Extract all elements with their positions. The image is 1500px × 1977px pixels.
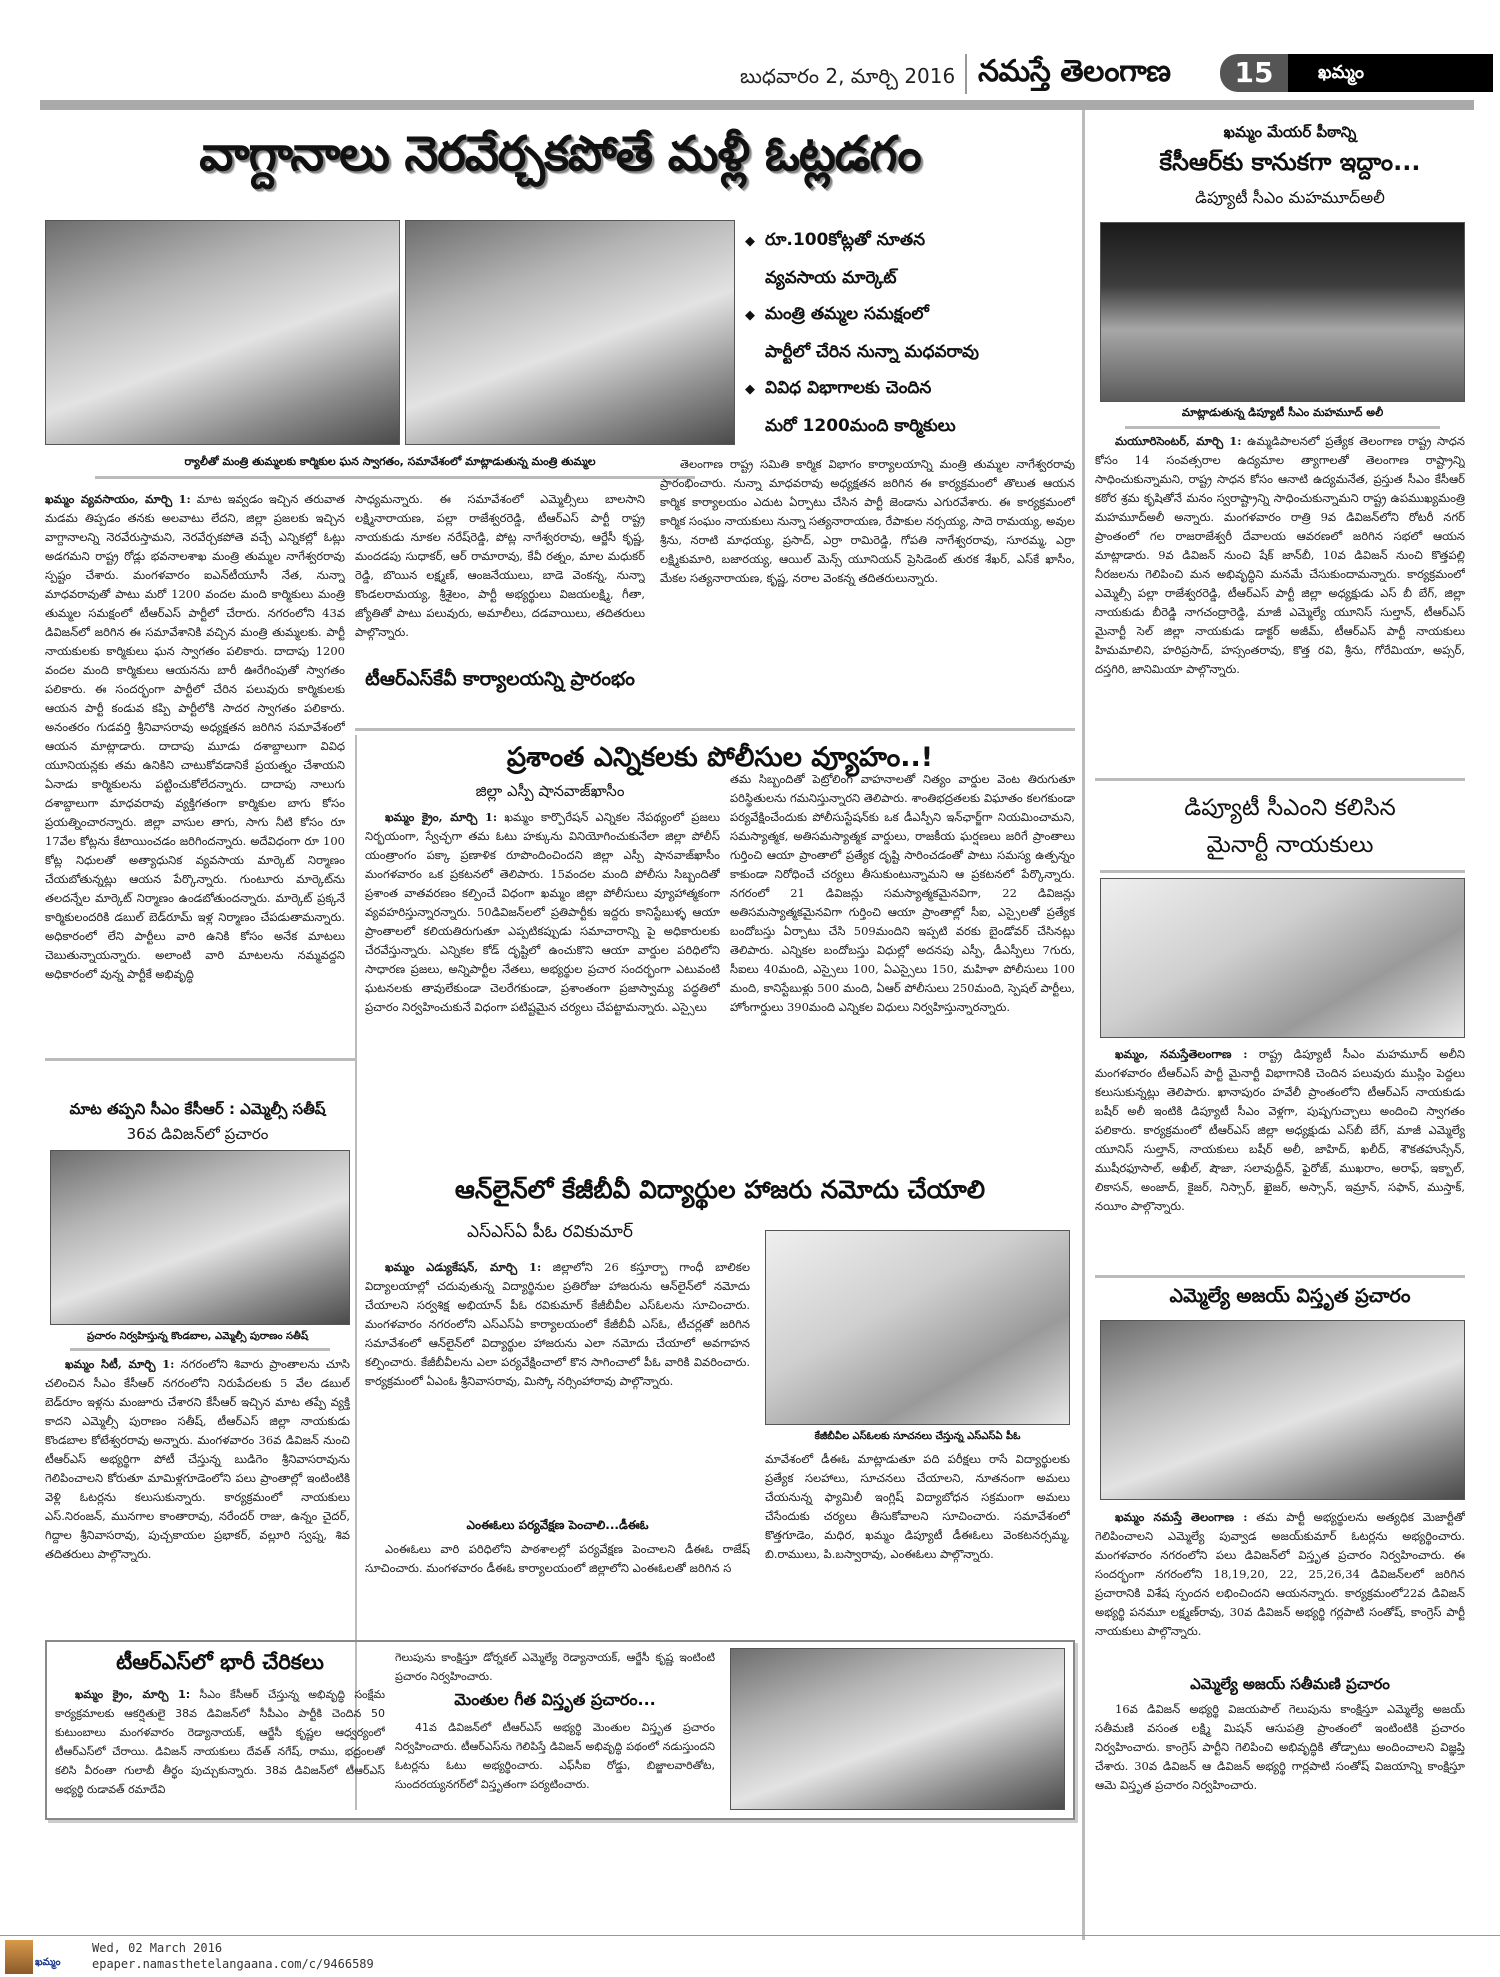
lead-headline: వాగ్దానాలు నెరవేర్చకపోతే మళ్లీ ఓట్లడగం xyxy=(199,126,921,182)
minority-photo xyxy=(1100,878,1465,1038)
lead-body-col3: తెలంగాణ రాష్ట్ర సమితి కార్మిక విభాగం కార్యాలయాన్ని మంత్రి తుమ్మల నాగేశ్వరరావు ప్రారంభించారు. నున్నా మాధవరావు అధ్యక్షతన జరిగిన ఈ కార్యక్రమంలో తొలుత ఆయన కార్మిక కార్యాలయం ఎదుట ఏర్పాటు చేసిన పార్టీ జెండాను ఎగురవేశారు. ఈ కార్యక్రమంలో కార్మిక సంఘం నాయకులు నున్నా సత్యనారాయణ, రేపాకుల నర్సయ్య, సాదె రామయ్య, అవుల శ్రీను, నరాటి మాధయ్య, ప్రసాద్, ఎర్రా రామిరెడ్డి, గోపతి నాగేశ్వరరావు, సూరమ్మ, ఎర్రా లక్ష్మికుమారి, బజారయ్య, ఆయిల్ మెన్స్ యూనియన్ ప్రెసిడెంట్ తురక శేఖర్, ఎస్‌కే ఖాసీం, మేకల సత్యనారాయణ, కృష్ణ, నరాల వెంకన్న తదితరులున్నారు. xyxy=(660,457,1075,585)
ajay-subheading: ఎమ్మెల్యే అజయ్ సతీమణి ప్రచారం xyxy=(1190,1675,1390,1693)
kgbv-photo-caption: కేజీబీవీల ఎస్‌ఓలకు సూచనలు చేస్తున్న ఎస్‌ఎస్‌ఏ పీఓ xyxy=(814,1431,1021,1442)
joining-body-col2: గెలుపును కాంక్షిస్తూ డోర్నకల్ ఎమ్మెల్యే రెడ్యానాయక్, ఆర్జేసీ కృష్ణ ఇంటింటి ప్రచారం నిర్వహించారు. xyxy=(395,1651,715,1683)
lead-photo-caption: ర్యాలీతో మంత్రి తుమ్మలకు కార్మికుల ఘన స్వాగతం, సమావేశంలో మాట్లాడుతున్న మంత్రి తుమ్మల xyxy=(184,455,596,468)
minority-body: ఖమ్మం, నమస్తేతెలంగాణ : రాష్ట్ర డిప్యూటీ సీఎం మహమూద్ అలీని మంగళవారం టీఆర్‌ఎస్ పార్టీ మైనార్టీ విభాగానికి చెందిన పలువురు ముస్లిం పెద్దలు కలుసుకున్నట్లు తెలిపారు. ఖానాపురం హవేలీ ప్రాంతంలోని టీఆర్‌ఎస్ నాయకుడు బషీర్ అలీ ఇంటికి డిప్యూటీ సీఎం వెళ్లగా, పుష్పగుచ్ఛాలు అందించి స్వాగతం పలికారు. కార్యక్రమంలో టీఆర్‌ఎస్ జిల్లా అధ్యక్షుడు ఎస్‌బీ బేగ్, మాజీ ఎమ్మెల్యే యూనిస్ సుల్తాన్, నాయకులు బషీర్ అలీ, జాహిద్, ఖలీద్, శౌకతహుస్సేన్, ముషీరఫూసాల్, అఖీల్, షౌజా, సలావుద్దీన్, ఫైరోజ్, ముఖరాం, అరాఫ్, ఇక్బాల్, లికాసన్, అంజాద్, కైజర్, నిస్సార్, ఖైజర్, అస్సాన్, ఇమ్రాన్, సఫాన్, ముస్తాక్, నయీం పాల్గొన్నారు. xyxy=(1095,1047,1465,1213)
satish-headline: మాట తప్పని సీఎం కేసీఆర్ : ఎమ్మెల్సీ సతీష్ xyxy=(69,1100,326,1118)
mayor-photo-caption: మాట్లాడుతున్న డిప్యూటీ సీఎం మహమూద్ అలీ xyxy=(1181,406,1384,419)
mayor-headline: కేసీఆర్‌కు కానుకగా ఇద్దాం... xyxy=(1159,148,1421,176)
police-byline: జిల్లా ఎస్పీ షానవాజ్‌ఖాసీం xyxy=(475,782,625,800)
divider xyxy=(355,728,1075,731)
ajay-headline: ఎమ్మెల్యే అజయ్ విస్తృత ప్రచారం xyxy=(1169,1285,1411,1307)
divider xyxy=(1095,778,1465,781)
highlight-item-cont: మరో 1200మంది కార్మికులు xyxy=(765,416,956,436)
mayor-photo xyxy=(1100,222,1465,402)
footer-divider xyxy=(0,1935,1500,1936)
masthead-divider xyxy=(965,54,967,94)
lead-body-col2: సాధ్యమన్నారు. ఈ సమావేశంలో ఎమ్మెల్సీలు బాలసాని లక్ష్మినారాయణ, పల్లా రాజేశ్వరరెడ్డి, టీఆర్‌ఎస్ పార్టీ రాష్ట్ర నాయకుడు నూకల నరేష్‌రెడ్డి, పోట్ల నాగేశ్వరరావు, ఆర్జేసీ కృష్ణ, మందడపు సుధాకర్, ఆర్ రామారావు, కేవీ రత్నం, మాల మధుకర్ రెడ్డి, బొయిన లక్ష్మణ్, ఆంజనేయులు, బాడె వెంకన్న, నున్నా కొండలరామయ్య, శ్రీశైలం, పార్టీ అభ్యర్థులు విజయలక్ష్మి, గీతా, జ్యోతితో పాటు పలువురు, అమాలీలు, దడవాయిలు, తదితరులు పాల్గొన్నారు. xyxy=(355,492,645,639)
divider xyxy=(1095,1275,1465,1278)
column-divider xyxy=(1082,110,1085,1940)
mayor-byline: డిప్యూటీ సీఎం మహమూద్‌అలీ xyxy=(1195,188,1385,207)
joining-body-2: 41వ డివిజన్‌లో టీఆర్‌ఎస్ అభ్యర్థి మెంతుల విస్తృత ప్రచారం నిర్వహించారు. టీఆర్‌ఎస్‌ను గెలిపిస్తే డివిజన్ అభివృద్ధి పథంలో నడుస్తుందని ఓటర్లను ఓటు అభ్యర్థించారు. ఎఫ్‌సీఐ రోడ్డు, బిజ్జాలవారితోట, సుందరయ్యనగర్‌లో విస్తృతంగా పర్యటించారు. xyxy=(395,1721,715,1791)
highlight-item: ◆ రూ.100కోట్లతో నూతన xyxy=(745,222,1075,260)
highlight-item-cont: వ్యవసాయ మార్కెట్ xyxy=(765,268,897,288)
kgbv-photo xyxy=(765,1230,1070,1425)
kgbv-byline: ఎస్‌ఎస్‌ఏ పీఓ రవికుమార్ xyxy=(467,1222,633,1242)
masthead-rule xyxy=(40,100,1474,110)
ajay-body-2: 16వ డివిజన్ అభ్యర్థి విజయపాల్ గెలుపును కాంక్షిస్తూ ఎమ్మెల్యే అజయ్ సతీమణి వసంత లక్ష్మి మిషన్ ఆసుపత్రి ప్రాంతంలో ఇంటింటికి ప్రచారం నిర్వహించారు. కాంగ్రెస్ పార్టీని గెలిపించి అభివృద్ధికి తోడ్పాటు అందించాలని విజ్ఞప్తి చేశారు. 30వ డివిజన్ ఆ డివిజన్ అభ్యర్థి గార్లపాటి సంతోష్ విజయాన్ని కాంక్షిస్తూ ఆమె విస్తృత ప్రచారం నిర్వహించారు. xyxy=(1095,1702,1465,1792)
footer-meta xyxy=(92,1940,374,1972)
footer-logo xyxy=(5,1940,85,1974)
satish-photo-caption: ప్రచారం నిర్వహిస్తున్న కొండబాల, ఎమ్మెల్సీ పురాణం సతీష్ xyxy=(86,1331,309,1342)
joining-headline: టీఆర్‌ఎస్‌లో భారీ చేరికలు xyxy=(116,1650,324,1674)
lead-subheading: టీఆర్‌ఎస్‌కేవీ కార్యాలయన్ని ప్రారంభం xyxy=(365,668,635,690)
satish-photo xyxy=(50,1150,350,1325)
footer-date: Wed, 02 March 2016 xyxy=(92,1941,223,1955)
minority-headline-1: డిప్యూటీ సీఎంని కలిసిన xyxy=(1184,795,1396,821)
joining-photo xyxy=(730,1648,1065,1810)
lead-photo-rally xyxy=(45,220,400,445)
masthead xyxy=(660,52,1500,98)
joining-body: ఖమ్మం క్రైం, మార్చి 1: సీఎం కేసీఆర్ చేస్తున్న అభివృద్ధి సంక్షేమ కార్యక్రమాలకు ఆకర్షితులై 38వ డివిజన్‌లో సీపీఎం పార్టీకి చెందిన 50 కుటుంబాలు మంగళవారం రెడ్యానాయక్, ఆర్జేసీ కృష్ణల ఆధ్వర్యంలో టీఆర్‌ఎస్‌లో చేరాయి. డివిజన్ నాయకులు దేవత్ నగేష్, రాము, భద్రంలతో కలిసి వీరంతా గులాబీ తీర్థం పుచ్చుకున్నారు. 38వ డివిజన్‌లో టీఆర్‌ఎస్ అభ్యర్థి రుడావత్ రమాదేవి xyxy=(55,1688,385,1796)
ajay-body: ఖమ్మం నమస్తే తెలంగాణ : తమ పార్టీ అభ్యర్థులను అత్యధిక మెజార్టీతో గెలిపించాలని ఎమ్మెల్యే పువ్వాడ అజయ్‌కుమార్ ఓటర్లను అభ్యర్థించారు. మంగళవారం నగరంలోని పలు డివిజన్‌లో విస్తృత ప్రచారం నిర్వహించారు. ఈ సందర్భంగా నగరంలోని 18,19,20, 22, 25,26,34 డివిజన్‌లలో జరిగిన ప్రచారానికి విశేష స్పందన లభించిందని ఆయనన్నారు. కార్యక్రమంలో22వ డివిజన్ అభ్యర్థి పనమూ లక్ష్మణ్‌రావు, 30వ డివిజన్ అభ్యర్థి గర్లపాటి సంతోష్, కాంగ్రెస్ పార్టీ నాయకులు పాల్గొన్నారు. xyxy=(1095,1510,1465,1638)
page-number: 15 xyxy=(1220,54,1288,92)
divider xyxy=(95,476,695,479)
minority-headline-2: మైనార్టీ నాయకులు xyxy=(1206,832,1374,858)
divider xyxy=(1125,426,1440,429)
diamond-bullet-icon: ◆ xyxy=(745,382,755,397)
newspaper-brand: నమస్తే తెలంగాణ xyxy=(978,54,1171,89)
highlight-item-cont: పార్టీలో చేరిన నున్నా మధవరావు xyxy=(765,342,979,362)
satish-body: ఖమ్మం సిటీ, మార్చి 1: నగరంలోని శివారు ప్రాంతాలను చూసి చలించిన సీఎం కేసీఆర్ నగరంలోని నిరుపేదలకు 5 వేల డబుల్ బెడ్‌రూం ఇళ్లను మంజూరు చేశారని కేసీఆర్ ఇచ్చిన మాట తప్పే వ్యక్తి కాదని ఎమ్మెల్సీ పురాణం సతీష్, టీఆర్‌ఎస్ జిల్లా నాయకుడు కొండబాల కోటేశ్వరరావు అన్నారు. మంగళవారం 36వ డివిజన్ నుంచి టీఆర్‌ఎస్ అభ్యర్థిగా పోటీ చేస్తున్న బుడిగెం శ్రీనివాసరావును గెలిపించాలని కోరుతూ మామిళ్లగూడెంలోని పలు ప్రాంతాల్లో ఇంటింటికి వెళ్లి ఓటర్లను కలుసుకున్నారు. కార్యక్రమంలో నాయకులు ఎస్.నిరంజన్, మునగాల కాంతారావు, నరేందర్ రాజు, ఉన్నం చైదర్, గిద్దాల శ్రీనివాసరావు, పుచ్చకాయల ప్రభాకర్, వల్లూరి స్వప్న, శివ తదితరులు పాల్గొన్నారు. xyxy=(45,1357,350,1561)
lead-highlights xyxy=(745,222,1075,444)
divider xyxy=(45,1058,355,1061)
police-headline: ప్రశాంత ఎన్నికలకు పోలీసుల వ్యూహం..! xyxy=(506,742,934,773)
diamond-bullet-icon: ◆ xyxy=(745,234,755,249)
kgbv-body-col1: ఖమ్మం ఎడ్యుకేషన్, మార్చి 1: జిల్లాలోని 26 కస్తూర్బా గాంధీ బాలికల విద్యాలయాల్లో చదువుతున్న విద్యార్థినుల ప్రతిరోజు హాజరును ఆన్‌లైన్‌లో నమోదు చేయాలని సర్వశిక్ష అభియాన్ పీఓ రవికుమార్ కేజీబీవీల ఎస్‌ఓలను సూచించారు. మంగళవారం నగరంలోని ఎస్‌ఎస్‌ఏ కార్యాలయంలో కేజీబీవీ ఎస్‌ఓ, టీచర్లతో జరిగిన సమావేశంలో ఆన్‌లైన్‌లో విద్యార్థుల హాజరును ఎలా నమోదు చేయాలో అవగాహన కల్పించారు. కేజీబీవీలను ఎలా పర్యవేక్షించాలో కొన సాగించాలో పీఓ వారికి వివరించారు. కార్యక్రమంలో ఏఎంఓ శ్రీనివాసరావు, మిస్కో నర్సింహారావు పాల్గొన్నారు. xyxy=(365,1260,750,1388)
highlight-item: ◆ మంత్రి తమ్మల సమక్షంలో xyxy=(745,296,1075,334)
police-body-col2: తమ సిబ్బందితో పెట్రోలింగ్ వాహనాలతో నిత్యం వార్డుల వెంట తిరుగుతూ పరిస్థితులను గమనిస్తున్నారని తెలిపారు. శాంతిభద్రతలకు విఘాతం కలగకుండా పర్యవేక్షించేందుకు పోలీసుస్టేషన్‌కు ఒక డీఎస్పీని ఇన్‌ఛార్జ్‌గా నియమించామని, సమస్యాత్మక, అతిసమస్యాత్మక వార్డులు, రాజకీయ ఘర్షణలు జరిగే ప్రాంతాలు గుర్తించి ఆయా ప్రాంతాలో ప్రత్యేక దృష్టి సారించడంతో పాటు సమస్య ఉత్పన్నం కాకుండా నిరోధించే చర్యలు తీసుకుంటున్నామని ఆ ప్రకటనలో పేర్కొన్నారు. నగరంలో 21 డివిజన్లు సమస్యాత్మకమైనవిగా, 22 డివిజన్లు అతిసమస్యాత్మకమైనవిగా గుర్తించి ఆయా ప్రాంతాల్లో సీఐ, ఎస్సైలతో ప్రత్యేక బందోబస్తు ఏర్పాటు చేసి 509మందిని ఇప్పటి వరకు బైండోవర్ చేసినట్లు తెలిపారు. ఎన్నికల బందోబస్తు విధుల్లో అదనపు ఎస్పీ, డీఎస్పీలు 7గురు, సీఐలు 40మంది, ఎస్సైలు 100, ఏఎస్సైలు 150, మహిళా పోలీసులు 100 మంది, కానిస్టేబుళ్లు 500 మంది, ఏఆర్ పోలీసులు 250మంది, స్పెషల్ పార్టీలు, హోంగార్డులు 390మంది ఎన్నికల విధులు నిర్వహిస్తున్నారన్నారు. xyxy=(730,772,1075,1014)
kgbv-body-col1b: ఎంఈఓలు వారి పరిధిలోని పాఠశాలల్లో పర్యవేక్షణ పెంచాలని డీఈఓ రాజేష్ సూచించారు. మంగళవారం డీఈఓ కార్యాలయంలో జిల్లాలోని ఎంఈఓలతో జరిగిన స xyxy=(365,1542,750,1575)
kgbv-subheading: ఎంఈఓలు పర్యవేక్షణ పెంచాలి...డీఈఓ xyxy=(466,1518,649,1532)
diamond-bullet-icon: ◆ xyxy=(745,308,755,323)
joining-subheading: మెంతుల గీత విస్తృత ప్రచారం... xyxy=(454,1690,656,1709)
satish-subheadline: 36వ డివిజన్‌లో ప్రచారం xyxy=(126,1125,269,1143)
issue-date: బుధవారం 2, మార్చి 2016 xyxy=(740,64,956,88)
police-body-col1: ఖమ్మం క్రైం, మార్చి 1: ఖమ్మం కార్పొరేషన్ ఎన్నికల నేపథ్యంలో ప్రజలు నిర్భయంగా, స్వేచ్ఛగా తమ ఓటు హక్కును వినియోగించుకునేలా జిల్లా పోలీస్ యంత్రాంగం పక్కా ప్రణాళిక రూపొందించిందని జిల్లా ఎస్పీ షానవాజ్‌ఖాసీం మంగళవారం ఒక ప్రకటనలో తెలిపారు. 15వందల మంది పోలీసు సిబ్బందితో ప్రశాంత వాతవరణం కల్పించే విధంగా ఖమ్మం జిల్లా పోలీసులు వ్యూహాత్మకంగా వ్యవహరిస్తున్నారన్నారు. 50డివిజన్‌లలో ప్రతిపార్టీకు ఇద్దరు కానిస్టేబుళ్ళ ఆయా ప్రాంతాలలో కలియతిరుగుతూ ఎప్పటికప్పుడు సమాచారాన్ని పై అధికారులకు చేరవేస్తున్నారు. ఎన్నికల కోడ్ దృష్టిలో ఉంచుకొని ఆయా వార్డుల పరిధిలోని సాధారణ ప్రజలు, అన్నిపార్టీల నేతలు, అభ్యర్థుల ప్రచార సందర్భంగా ఎటువంటి ఘటనలకు తావులేకుండా చెలరేగకుండా, ప్రశాంతంగా ప్రజాస్వామ్య పద్ధతిలో ప్రచారం నిర్వహించుకునే విధంగా పటిష్టమైన చర్యలు చేపట్టామన్నారు. ఎస్సైలు xyxy=(365,810,720,1014)
mayor-kicker: ఖమ్మం మేయర్ పీఠాన్ని xyxy=(1223,123,1357,141)
lead-photo-meeting xyxy=(405,220,735,445)
kgbv-headline: ఆన్‌లైన్‌లో కేజీబీవీ విద్యార్థుల హాజరు నమోదు చేయాలి xyxy=(454,1175,986,1204)
edition-name: ఖమ్మం xyxy=(1288,54,1493,92)
ajay-photo xyxy=(1100,1320,1465,1500)
divider xyxy=(70,1348,330,1351)
logo-text: ఖమ్మం xyxy=(35,1957,61,1968)
logo-image xyxy=(5,1940,33,1974)
kgbv-body-col2: మావేశంలో డీఈఓ మాట్లాడుతూ పది పరీక్షలు రాసే విద్యార్థులకు ప్రత్యేక సలహాలు, సూచనలు చేయాలని, నూతనంగా అమలు చేయనున్న ఫ్యామిలీ ఇంగ్లిష్ విద్యాబోధన సక్రమంగా అమలు చేసేందుకు చర్యలు తీసుకోవాలని సూచించారు. సమావేశంలో కొత్తగూడెం, మధిర, ఖమ్మం డిప్యూటీ డీఈఓలు వెంకటనర్సమ్మ, బి.రాములు, పి.బస్వారావు, ఎంఈఓలు పాల్గొన్నారు. xyxy=(765,1452,1070,1561)
lead-body-col1: ఖమ్మం వ్యవసాయం, మార్చి 1: మాట ఇవ్వడం ఇచ్చిన తరువాత మడమ తిప్పడం తనకు అలవాటు లేదని, జిల్లా ప్రజలకు ఇచ్చిన వాగ్దానాలన్ని నెరవేరుస్తామని, నెరవేర్చకపోతె వచ్చే ఎన్నికల్లో ఓట్లు అడగమని రాష్ట్ర రోడ్లు భవనాలశాఖ మంత్రి తుమ్మల నాగేశ్వరరావు స్పష్టం చేశారు. మంగళవారం ఐఎన్‌టీయూసీ నేత, నున్నా మాధవరావుతో పాటు మరో 1200 వందల మంది కార్మికులు మంత్రి తుమ్మల సమక్షంలో టీఆర్‌ఎస్ పార్టీలో చేరారు. నగరంలోని 43వ డివిజన్‌లో జరిగిన ఈ సమావేశానికి వచ్చిన మంత్రి తుమ్మలకు. పార్టీ నాయకులకు కార్మికులు ఘన స్వాగతం పలికారు. దాదాపు 1200 వందల మంది కార్మికులు ఆయనను బారీ ఊరేగింపుతో స్వాగతం పలికారు. ఈ సందర్భంగా పార్టీలో చేరిన పలువురు కార్మికులకు ఆయన పార్టీ కండువ కప్పి పార్టీలోకి సాదర స్వాగతం పలికారు. అనంతరం గుడవర్తి శ్రీనివాసరావు అధ్యక్షతన జరిగిన సమావేశంలో ఆయన మాట్లాడారు. దాదాపు మూడు దశాబ్దాలుగా వివిధ యూనియన్లకు తమ ఉనికిని చాటుకోవడానికే ప్రయత్నం చేశాయని ఏనాడు కార్మికులను పట్టించుకోలేదన్నారు. దాదాపు నాలుగు దశాబ్దాలుగా మాధవరావు వ్యక్తిగతంగా కార్మికుల బాగు కోసం ప్రయత్నించారన్నారు. జిల్లా వాసుల తాగు, సాగు నీటి కోసం రూ 17వేల కోట్లను కేటాయించడం జరిగిందన్నారు. అదేవిధంగా రూ 100 కోట్ల నిధులతో అత్యాధునిక వ్యవసాయ మార్కెట్ నిర్మాణం చేయబోతున్నట్లు ఆయన పేర్కొన్నారు. గుంటూరు మార్కెట్‌ను తలదన్నేల మార్కెట్ నిర్మాణం ఉండబోతుందన్నారు. మార్కెట్ ప్రక్కనే కార్మికులందరికి డబుల్ బెడ్‌రూమ్ ఇళ్ల నిర్మాణం చేపడుతామన్నారు. అధికారంలో లేని పార్టీలు వారి ఉనికి కోసం అనేక మాటలు చెబుతున్నాయన్నారు. అలాంటి వారి మాటలను నమ్మవద్దని అధికారంలో వున్న పార్టీకే అభివృద్ధి xyxy=(45,492,345,981)
mayor-body: మయూరిసెంటర్, మార్చి 1: ఉమ్మడిపాలనలో ప్రత్యేక తెలంగాణ రాష్ట్ర సాధన కోసం 14 సంవత్సరాల ఉద్యమాల త్యాగాలతో తెలంగాణ రాష్ట్రాన్ని సాధించుకున్నామని, రాష్ట్ర సాధన కోసం ఆనాటి ఉద్యమనేత, ప్రస్తుత సీఎం కేసీఆర్ కఠోర శ్రమ కృషితోనే మనం స్వరాష్ట్రాన్ని సాధించుకున్నామని రాష్ట్ర ఉపముఖ్యమంత్రి మహమూద్‌అలీ అన్నారు. మంగళవారం రాత్రి 9వ డివిజన్‌లోని రోటరీ నగర్ ప్రాంతంలో గల రాజరాజేశ్వరీ దేవాలయ ఆవరణలో జరిగిన సభలో ఆయన మాట్లాడారు. 9వ డివిజన్ నుంచి షేక్ జాన్‌బీ, 10వ డివిజన్ నుంచి కొత్తపల్లి నీరజలను గెలిపించి మన అభివృద్ధిని మనమే చేసుకుందామన్నారు. కార్యక్రమంలో ఎమ్మెల్సీ పల్లా రాజేశ్వరరెడ్డి, టీఆర్‌ఎస్ పార్టీ జిల్లా అధ్యక్షుడు ఎస్ బీ బేగ్, జిల్లా నాయకుడు బీరెడ్డి నాగచంద్రారెడ్డి, మాజీ ఎమ్మెల్యే యూనిస్ సుల్తాన్, టీఆర్‌ఎస్ మైనార్టీ సెల్ జిల్లా నాయకుడు డాక్టర్ అజీమ్, టీఆర్‌ఎస్ పార్టీ నాయకులు హిమమాలిని, హరిప్రసాద్, హస్సంతరావు, కొత్త రవి, శ్రీను, గోరేమియా, అప్సర్, దస్తగిరి, జానిమియా పాల్గొన్నారు. xyxy=(1095,434,1465,676)
highlight-item: ◆ వివిధ విభాగాలకు చెందిన xyxy=(745,370,1075,408)
divider xyxy=(1100,870,1465,873)
footer-url[interactable]: epaper.namasthetelangaana.com/c/9466589 xyxy=(92,1957,374,1971)
